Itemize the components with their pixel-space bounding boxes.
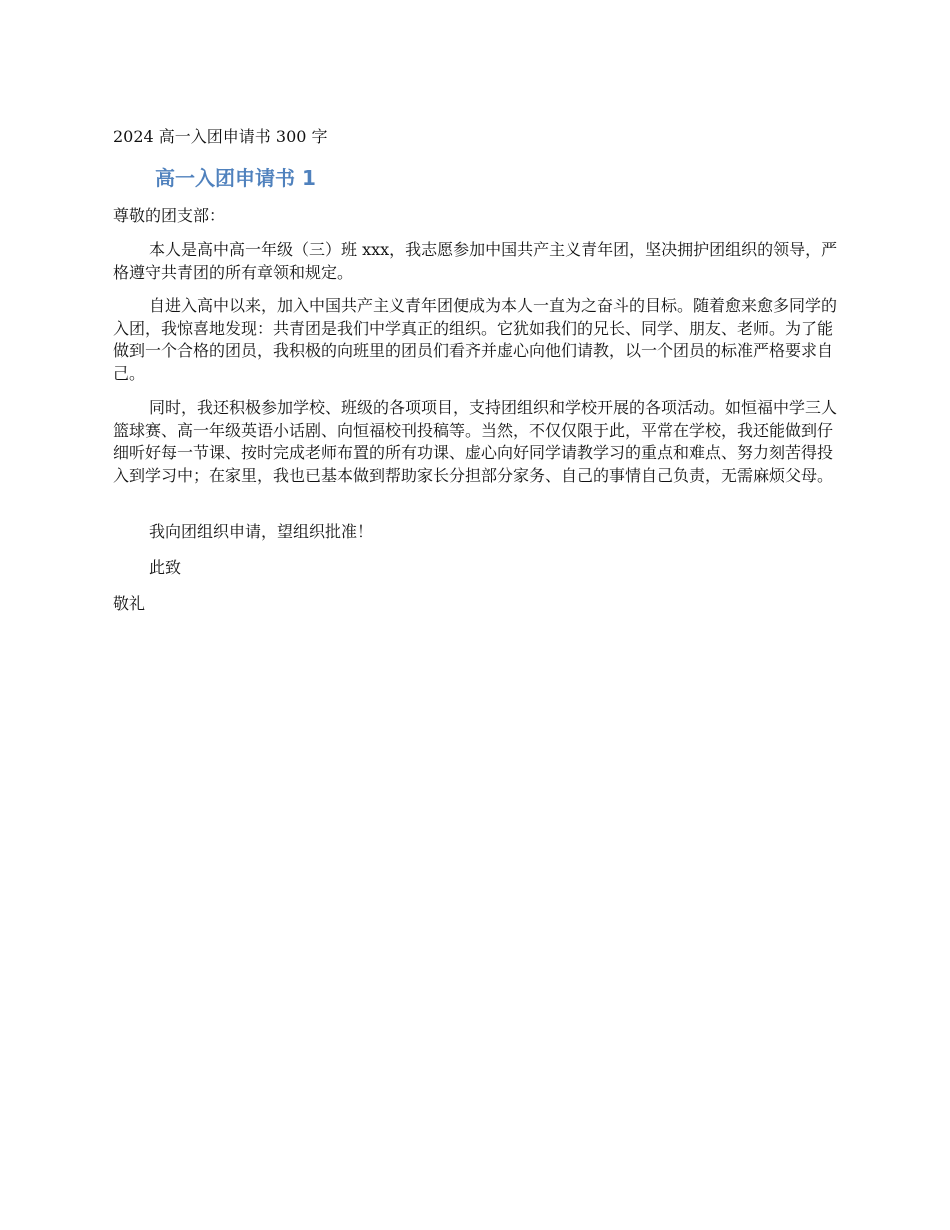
paragraph-request: 我向团组织申请，望组织批准！ bbox=[149, 522, 374, 541]
section-heading: 高一入团申请书 1 bbox=[155, 166, 316, 190]
closing: 敬礼 bbox=[113, 594, 146, 613]
paragraph-3: 同时，我还积极参加学校、班级的各项项目，支持团组织和学校开展的各项活动。如恒福中学三人篮球赛、高一年级英语小话剧、向恒福校刊投稿等。当然，不仅仅限于此，平常在学校，我还能做到仔细听好每一节课、按时完成老师布置的所有功课、虚心向好同学请教学习的重点和难点、努力刻苦得投入到学习中；在家里，我也已基本做到帮助家长分担部分家务、自己的事情自己负责，无需麻烦父母。 bbox=[113, 398, 838, 485]
paragraph-cizhi: 此致 bbox=[149, 558, 182, 577]
paragraph-1: 本人是高中高一年级（三）班 xxx，我志愿参加中国共产主义青年团，坚决拥护团组织的领导，严格遵守共青团的所有章领和规定。 bbox=[113, 240, 838, 282]
document-title: 2024 高一入团申请书 300 字 bbox=[113, 127, 328, 146]
paragraph-2: 自进入高中以来，加入中国共产主义青年团便成为本人一直为之奋斗的目标。随着愈来愈多同学的入团，我惊喜地发现：共青团是我们中学真正的组织。它犹如我们的兄长、同学、朋友、老师。为了能做到一个合格的团员，我积极的向班里的团员们看齐并虚心向他们请教，以一个团员的标准严格要求自己。 bbox=[113, 296, 838, 383]
salutation: 尊敬的团支部： bbox=[113, 206, 226, 225]
